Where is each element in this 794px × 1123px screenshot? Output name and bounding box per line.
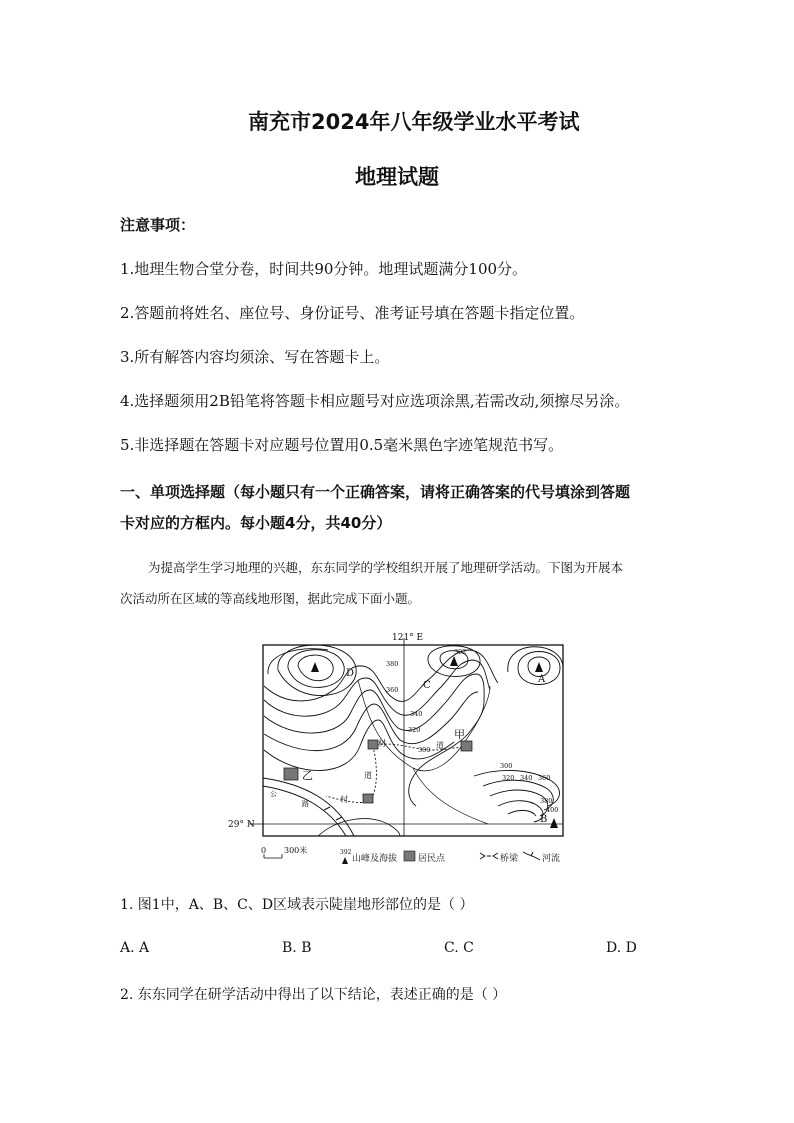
contour-label: 320	[408, 726, 421, 734]
notice-item-2: 2.答题前将姓名、座位号、身份证号、准考证号填在答题卡指定位置。	[120, 304, 585, 322]
road-char: 道	[436, 741, 444, 750]
legend-settlement-icon	[404, 851, 415, 861]
legend-river-label: 河流	[542, 854, 561, 864]
road-char: 村	[340, 795, 348, 804]
question-2-stem: 2. 东东同学在研学活动中得出了以下结论，表述正确的是（ ）	[120, 987, 507, 1003]
map-legend	[261, 845, 560, 864]
contour-label: 340	[410, 710, 423, 718]
notice-item-4: 4.选择题须用2B铅笔将答题卡相应题号对应选项涂黑,若需改动,须擦尽另涂。	[120, 392, 630, 410]
notice-item-5: 5.非选择题在答题卡对应题号位置用0.5毫米黑色字迹笔规范书写。	[120, 436, 564, 454]
contour-label: 360	[386, 686, 399, 694]
settlement-jia	[461, 741, 472, 751]
peak-elevation-label: 400	[546, 806, 559, 814]
settlement-yi	[284, 768, 298, 780]
legend-peak-label: 山峰及海拔	[352, 854, 398, 864]
contour-label: 320	[502, 774, 515, 782]
contour-label: 360	[538, 774, 551, 782]
peak-icon	[311, 662, 319, 672]
road-char: 道	[364, 771, 372, 780]
notice-item-1: 1.地理生物合堂分卷，时间共90分钟。地理试题满分100分。	[120, 260, 528, 278]
legend-settlement-label: 居民点	[418, 854, 446, 864]
intro-line1: 为提高学生学习地理的兴趣，东东同学的学校组织开展了地理研学活动。下图为开展本	[148, 560, 624, 575]
contour-label: 300	[418, 746, 431, 754]
road-char: 村	[378, 739, 386, 748]
legend-peak-icon	[342, 857, 348, 864]
question-1-option-a[interactable]: A. A	[120, 940, 150, 956]
point-b-label: B	[540, 814, 548, 825]
legend-scale-zero: 0	[261, 846, 267, 855]
legend-bridge-label: 桥梁	[500, 854, 519, 864]
peak-icon	[550, 818, 558, 828]
settlement-yi-label: 乙	[302, 769, 313, 782]
section-heading-line1: 一、单项选择题（每小题只有一个正确答案，请将正确答案的代号填涂到答题	[120, 483, 631, 501]
contour-label: 380	[386, 660, 399, 668]
contour-map-figure	[228, 628, 572, 868]
settlement-south-village	[363, 794, 373, 803]
contour-label: 380	[540, 797, 553, 805]
settlement-jia-label: 甲	[454, 728, 465, 741]
longitude-label: 121° E	[392, 633, 424, 643]
point-c-label: C	[423, 680, 431, 691]
point-d-label: D	[346, 668, 355, 679]
settlement-north-village	[368, 740, 378, 749]
notice-heading: 注意事项：	[120, 216, 196, 234]
legend-scale: 300米	[284, 846, 308, 855]
question-1-stem: 1. 图1中，A、B、C、D区域表示陡崖地形部位的是（ ）	[120, 897, 474, 913]
peak-icon	[535, 662, 543, 672]
intro-line2: 次活动所在区域的等高线地形图，据此完成下面小题。	[120, 591, 421, 606]
point-a-label: A	[538, 674, 546, 685]
page-title: 南充市2024年八年级学业水平考试	[248, 110, 580, 134]
latitude-label: 29° N	[228, 820, 255, 830]
page-subtitle: 地理试题	[355, 165, 439, 189]
question-1-option-d[interactable]: D. D	[606, 940, 637, 956]
notice-item-3: 3.所有解答内容均须涂、写在答题卡上。	[120, 348, 390, 366]
question-1-option-b[interactable]: B. B	[282, 940, 312, 956]
question-1-option-c[interactable]: C. C	[444, 940, 474, 956]
highway-char: 公	[270, 790, 277, 798]
peak-elevation-label: 392	[454, 648, 467, 656]
contour-label: 300	[500, 762, 513, 770]
section-heading-line2: 卡对应的方框内。每小题4分，共40分）	[120, 514, 392, 532]
highway-char: 路	[302, 800, 309, 808]
contour-label: 340	[520, 774, 533, 782]
legend-peak-number: 392	[340, 849, 352, 856]
